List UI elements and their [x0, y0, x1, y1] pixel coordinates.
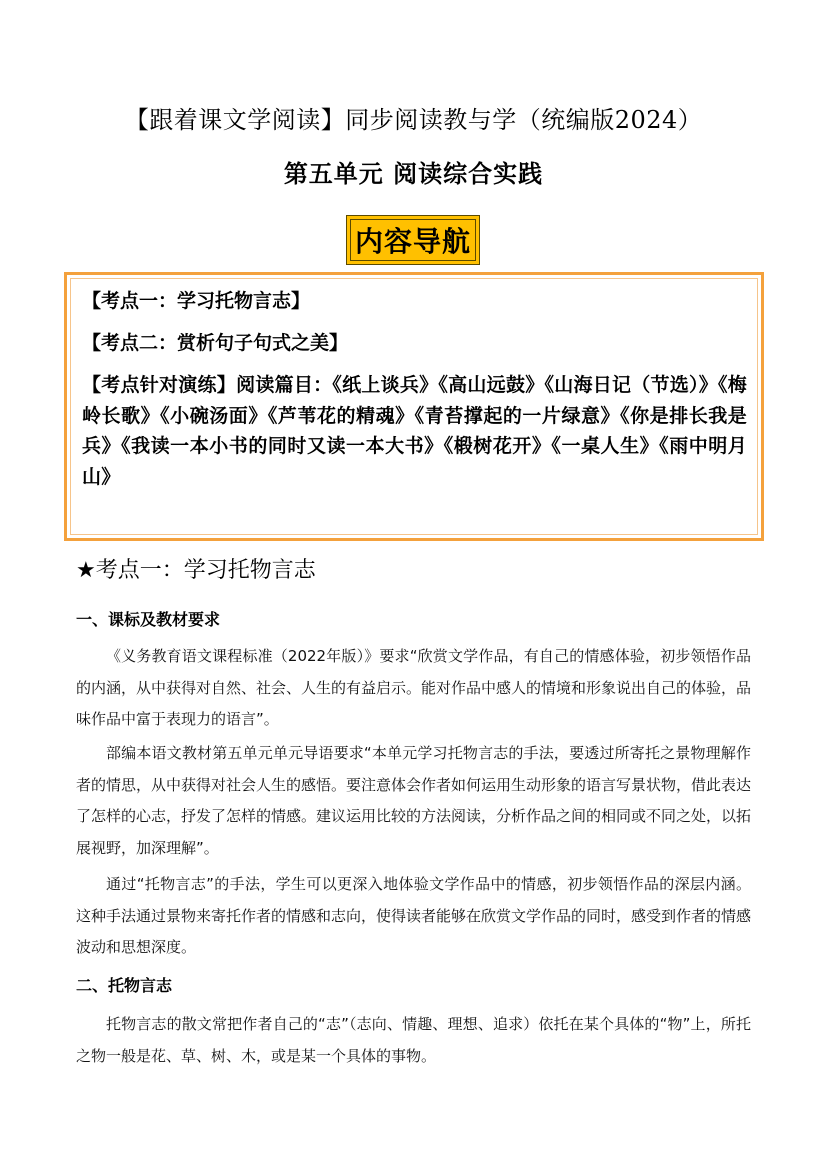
nav-point-one: 【考点一：学习托物言志】 [82, 290, 311, 312]
navigation-box [64, 272, 764, 541]
paragraph: 部编本语文教材第五单元单元导语要求“本单元学习托物言志的手法，要透过所寄托之景物理解作者的情思，从中获得对社会人生的感悟。要注意体会作者如何运用生动形象的语言写景状物，借此表达了怎样的心志，抒发了怎样的情感。建议运用比较的方法阅读，分析作品之间的相同或不同之处，以拓展视野，加深理解”。 [76, 744, 752, 857]
paragraph: 《义务教育语文课程标准（2022年版）》要求“欣赏文学作品，有自己的情感体验，初步领悟作品的内涵，从中获得对自然、社会、人生的有益启示。能对作品中感人的情境和形象说出自己的体验，品味作品中富于表现力的语言”。 [76, 647, 752, 728]
content-navigation-badge: 内容导航 [346, 215, 480, 265]
section-heading-point-one: ★考点一：学习托物言志 [76, 558, 316, 583]
paragraph: 通过“托物言志”的手法，学生可以更深入地体验文学作品中的情感，初步领悟作品的深层内涵。这种手法通过景物来寄托作者的情感和志向，使得读者能够在欣赏文学作品的同时，感受到作者的情感波动和思想深度。 [76, 875, 752, 956]
paragraph: 托物言志的散文常把作者自己的“志”（志向、情趣、理想、追求）依托在某个具体的“物”上，所托之物一般是花、草、树、木，或是某一个具体的事物。 [76, 1015, 751, 1065]
nav-point-two: 【考点二：赏析句子句式之美】 [82, 332, 349, 354]
nav-practice-list: 【考点针对演练】阅读篇目：《纸上谈兵》《高山远鼓》《山海日记（节选）》《梅岭长歌》《小碗汤面》《芦苇花的精魂》《青苔撑起的一片绿意》《你是排长我是兵》《我读一本小书的同时又读一本大书》《椴树花开》《一桌人生》《雨中明月山》 [82, 374, 747, 488]
subheading-tuo-wu-yan-zhi: 二、托物言志 [76, 976, 173, 995]
subheading-curriculum-requirements: 一、课标及教材要求 [76, 610, 221, 629]
unit-title: 第五单元 阅读综合实践 [283, 159, 544, 188]
document-title: 【跟着课文学阅读】同步阅读教与学（统编版2024） [124, 106, 703, 134]
